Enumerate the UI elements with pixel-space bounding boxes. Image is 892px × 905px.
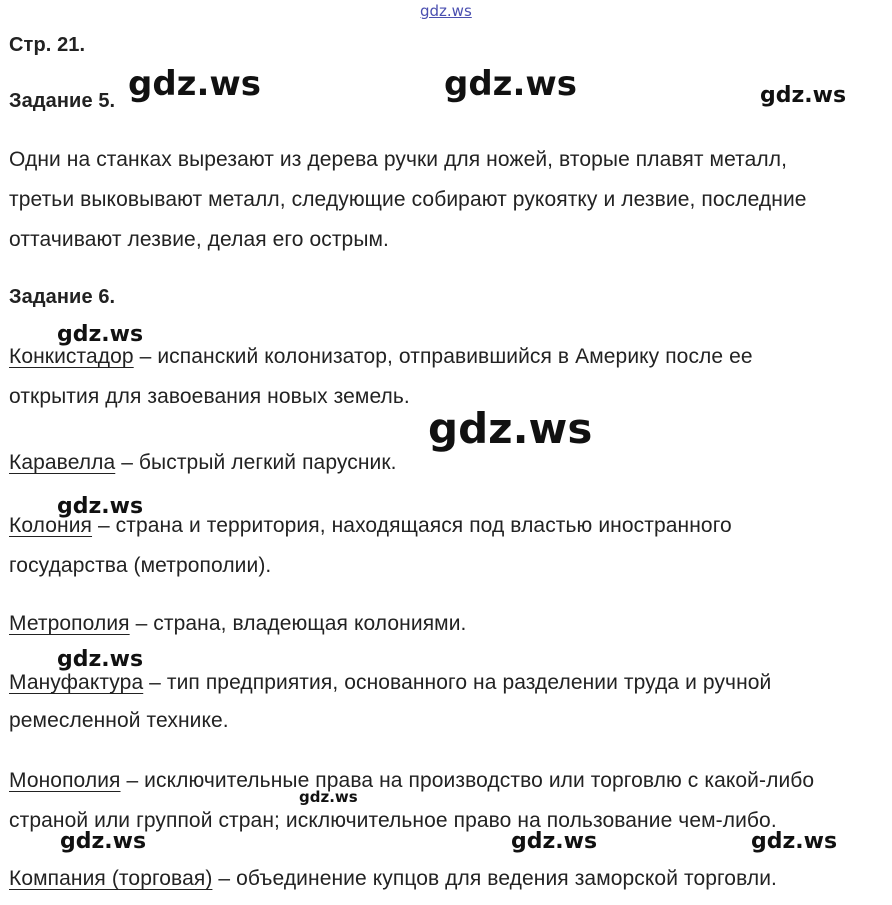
definition-text: – тип предприятия, основанного на разделении труда и ручной xyxy=(143,671,772,694)
task-5-text-line: Одни на станках вырезают из дерева ручки для ножей, вторые плавят металл, xyxy=(9,148,788,171)
term-text: Монополия xyxy=(9,769,121,792)
term-text: Компания (торговая) xyxy=(9,867,213,890)
definition-continuation: ремесленной технике. xyxy=(9,709,229,732)
definition-continuation: страной или группой стран; исключительное право на пользование чем-либо. xyxy=(9,809,777,832)
watermark: gdz.ws xyxy=(128,64,262,104)
definition-continuation: государства (метрополии). xyxy=(9,554,272,577)
task-5-heading: Задание 5. xyxy=(9,90,116,112)
definition-text: – исключительные права на производство или торговлю с какой-либо xyxy=(120,769,815,792)
task-5-text-line: третьи выковывают металл, следующие собирают рукоятку и лезвие, последние xyxy=(9,188,807,211)
watermark: gdz.ws xyxy=(299,788,358,806)
watermark: gdz.ws xyxy=(760,83,847,108)
watermark: gdz.ws xyxy=(751,829,838,854)
watermark: gdz.ws xyxy=(57,647,144,672)
site-link[interactable]: gdz.ws xyxy=(420,2,472,20)
watermark: gdz.ws xyxy=(57,322,144,347)
definition-monopoly xyxy=(9,766,814,796)
definition-continuation: открытия для завоевания новых земель. xyxy=(9,385,410,408)
definition-caravel xyxy=(9,448,397,478)
task-6-heading: Задание 6. xyxy=(9,286,116,308)
watermark: gdz.ws xyxy=(511,829,598,854)
definition-text: – объединение купцов для ведения заморской торговли. xyxy=(212,867,777,890)
definition-text: – страна и территория, находящаяся под властью иностранного xyxy=(92,514,732,537)
term-text: Мануфактура xyxy=(9,671,144,694)
watermark: gdz.ws xyxy=(60,829,147,854)
definition-manufactory xyxy=(9,668,771,698)
definition-text: – страна, владеющая колониями. xyxy=(129,612,467,635)
term-text: Каравелла xyxy=(9,451,116,474)
term-text: Метрополия xyxy=(9,612,130,635)
page-reference: Стр. 21. xyxy=(9,34,86,56)
task-5-text-line: оттачивают лезвие, делая его острым. xyxy=(9,228,389,251)
term-text: Колония xyxy=(9,514,93,537)
watermark: gdz.ws xyxy=(428,404,593,453)
definition-text: – испанский колонизатор, отправившийся в Америку после ее xyxy=(133,345,753,368)
watermark: gdz.ws xyxy=(57,494,144,519)
watermark: gdz.ws xyxy=(444,64,578,104)
term-text: Конкистадор xyxy=(9,345,134,368)
definition-text: – быстрый легкий парусник. xyxy=(115,451,397,474)
definition-company xyxy=(9,864,777,894)
definition-metropolis xyxy=(9,609,466,639)
